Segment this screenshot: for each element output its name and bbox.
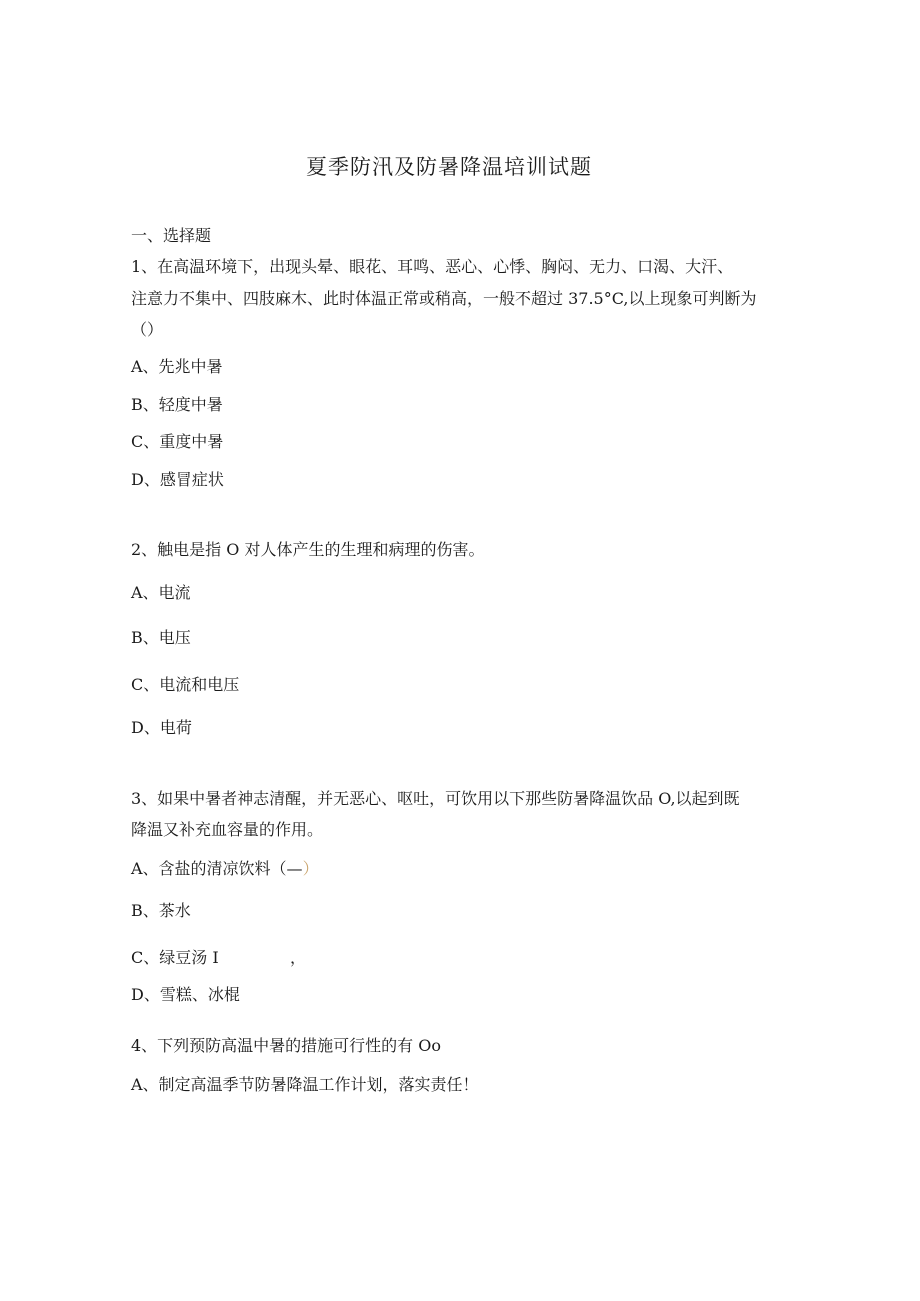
question-3-line-2: 降温又补充血容量的作用。 [131, 820, 324, 839]
question-2-option-d: D、电荷 [131, 718, 192, 737]
section-heading: 一、选择题 [131, 226, 212, 245]
question-1-line-3: （） [131, 320, 164, 339]
question-3-option-a [131, 859, 319, 879]
question-1-line-1: 1、在高温环境下，出现头晕、眼花、耳鸣、恶心、心悸、胸闷、无力、口渴、大汗、 [131, 257, 734, 276]
question-3-option-a-text: A、含盐的清凉饮料（— [131, 859, 303, 878]
question-3-option-c-mark: ， [290, 948, 307, 967]
question-2-option-c: C、电流和电压 [131, 675, 240, 694]
question-3-line-1: 3、如果中暑者神志清醒，并无恶心、呕吐，可饮用以下那些防暑降温饮品 O,以起到既 [131, 789, 740, 808]
question-3-option-d: D、雪糕、冰棍 [131, 985, 240, 1004]
question-3-option-a-mark: ） [302, 859, 319, 878]
question-1-line-2: 注意力不集中、四肢麻木、此时体温正常或稍高，一般不超过 37.5°C,以上现象可判断为 [131, 289, 757, 308]
question-1-option-b: B、轻度中暑 [131, 395, 223, 414]
question-3-option-b: B、茶水 [131, 901, 191, 920]
question-4-option-a: A、制定高温季节防暑降温工作计划，落实责任！ [131, 1075, 479, 1094]
question-2-option-b: B、电压 [131, 628, 191, 647]
question-2-option-a: A、电流 [131, 583, 191, 602]
document-title: 夏季防汛及防暑降温培训试题 [306, 155, 592, 179]
question-1-option-d: D、感冒症状 [131, 470, 224, 489]
question-2-line-1: 2、触电是指 O 对人体产生的生理和病理的伤害。 [131, 540, 485, 559]
question-1-option-a: A、先兆中暑 [131, 357, 223, 376]
question-4-line-1: 4、下列预防高温中暑的措施可行性的有 Oo [131, 1036, 442, 1055]
question-3-option-c: C、绿豆汤 I [131, 948, 219, 967]
question-1-option-c: C、重度中暑 [131, 432, 224, 451]
